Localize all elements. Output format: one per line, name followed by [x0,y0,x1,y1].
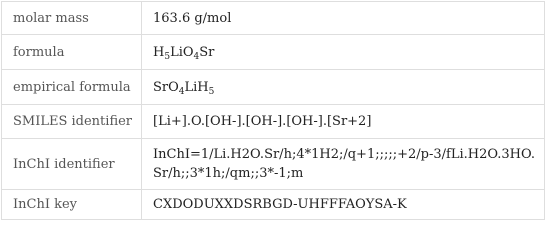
table-row [2,70,545,105]
formula-value: $H_5LiO_4Sr$ [153,44,215,62]
table-row [2,2,545,35]
row-label-inchi: InChI identifier [2,139,142,190]
row-value-inchi: InChI=1/Li.H2O.Sr/h;4*1H2;/q+1;;;;;+2/p-3/fLi.H2O.3HO.Sr/h;;3*1h;/qm;;3*-1;m [142,139,545,190]
row-value-formula [142,35,545,70]
empirical-formula-value: SrO$_4$LiH$_5$ [153,79,215,97]
row-value-inchi-key: CXDODUXXDSRBGD-UHFFFAOYSA-K [142,190,545,220]
row-label-inchi-key: InChI key [2,190,142,220]
row-label-molar-mass: molar mass [2,2,142,35]
table-row [2,190,545,220]
row-value-smiles: [Li+].O.[OH-].[OH-].[OH-].[Sr+2] [142,105,545,139]
row-label-smiles: SMILES identifier [2,105,142,139]
subscript: 4 [193,51,200,62]
subscript: 5 [208,86,215,97]
row-label-formula: formula [2,35,142,70]
table-row [2,35,545,70]
row-value-molar-mass: 163.6 g/mol [142,2,545,35]
table-row [2,105,545,139]
row-value-empirical-formula [142,70,545,105]
row-label-empirical-formula: empirical formula [2,70,142,105]
subscript: 5 [164,51,171,62]
table-row [2,139,545,190]
properties-table [1,1,545,220]
subscript: 4 [178,86,185,97]
